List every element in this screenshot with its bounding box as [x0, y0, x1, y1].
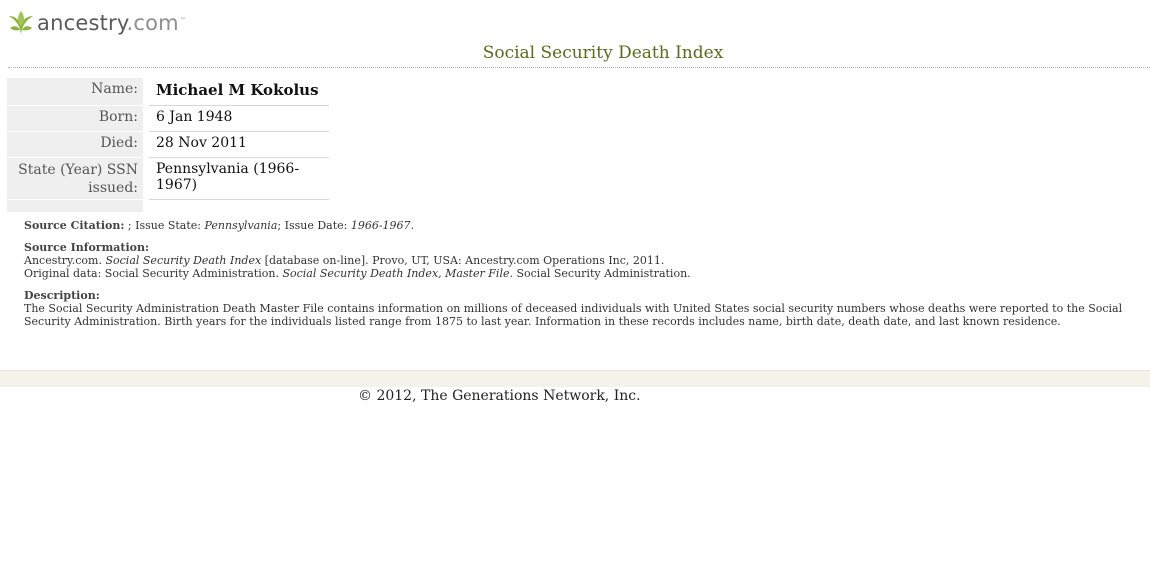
citation-prefix: ; Issue State:: [127, 219, 205, 232]
source-line1-prefix: Ancestry.com.: [24, 254, 106, 267]
source-line1-title: Social Security Death Index: [105, 254, 262, 267]
issue-date: 1966-1967: [350, 219, 411, 232]
name-label: Name:: [7, 78, 143, 106]
record-table: [7, 78, 329, 213]
source-information: [24, 241, 1148, 280]
leaf-icon: [6, 8, 36, 36]
issue-state: Pennsylvania: [204, 219, 278, 232]
logo-trademark: ™: [179, 17, 187, 24]
logo-text: [37, 7, 186, 37]
source-line2-title: Social Security Death Index, Master File: [282, 267, 510, 280]
source-line2-suffix: . Social Security Administration.: [509, 267, 691, 280]
record-row-died: [7, 132, 329, 158]
description-label: Description:: [24, 289, 100, 302]
born-label: Born:: [7, 106, 143, 132]
source-citation: [24, 219, 1148, 232]
record-row-name: [7, 78, 329, 106]
description: [24, 289, 1148, 328]
record-row-end: [7, 200, 329, 213]
logo-suffix: .com: [126, 11, 179, 35]
name-value: Michael M Kokolus: [149, 78, 329, 106]
value-filler: [149, 200, 329, 213]
state-label: State (Year) SSN issued:: [7, 158, 143, 200]
footer-band: [0, 370, 1150, 387]
copyright-notice: © 2012, The Generations Network, Inc.: [358, 388, 641, 404]
logo-name: ancestry: [37, 11, 127, 35]
label-filler: [7, 200, 143, 213]
citation-middle: ; Issue Date:: [277, 219, 351, 232]
ancestry-logo[interactable]: [6, 7, 186, 37]
record-row-state: [7, 158, 329, 200]
description-text: The Social Security Administration Death Master File contains information on millions of deceased individuals with United States social security numbers whose deaths were reported to the Social Security Administration. Birth years for the individuals listed range from 1875 to last year. Information in these records includes name, birth date, death date, and last known residence.: [24, 302, 1123, 328]
source-information-label: Source Information:: [24, 241, 150, 254]
record-info: [24, 219, 1148, 337]
died-value: 28 Nov 2011: [149, 132, 329, 158]
record-row-born: [7, 106, 329, 132]
citation-end: .: [410, 219, 415, 232]
page-title: Social Security Death Index: [482, 43, 724, 63]
source-line2-prefix: Original data: Social Security Administration.: [24, 267, 283, 280]
source-line1-suffix: [database on-line]. Provo, UT, USA: Ancestry.com Operations Inc, 2011.: [261, 254, 665, 267]
died-label: Died:: [7, 132, 143, 158]
state-value: Pennsylvania (1966-1967): [149, 158, 329, 200]
born-value: 6 Jan 1948: [149, 106, 329, 132]
title-divider: [8, 67, 1150, 68]
source-citation-label: Source Citation:: [24, 219, 125, 232]
